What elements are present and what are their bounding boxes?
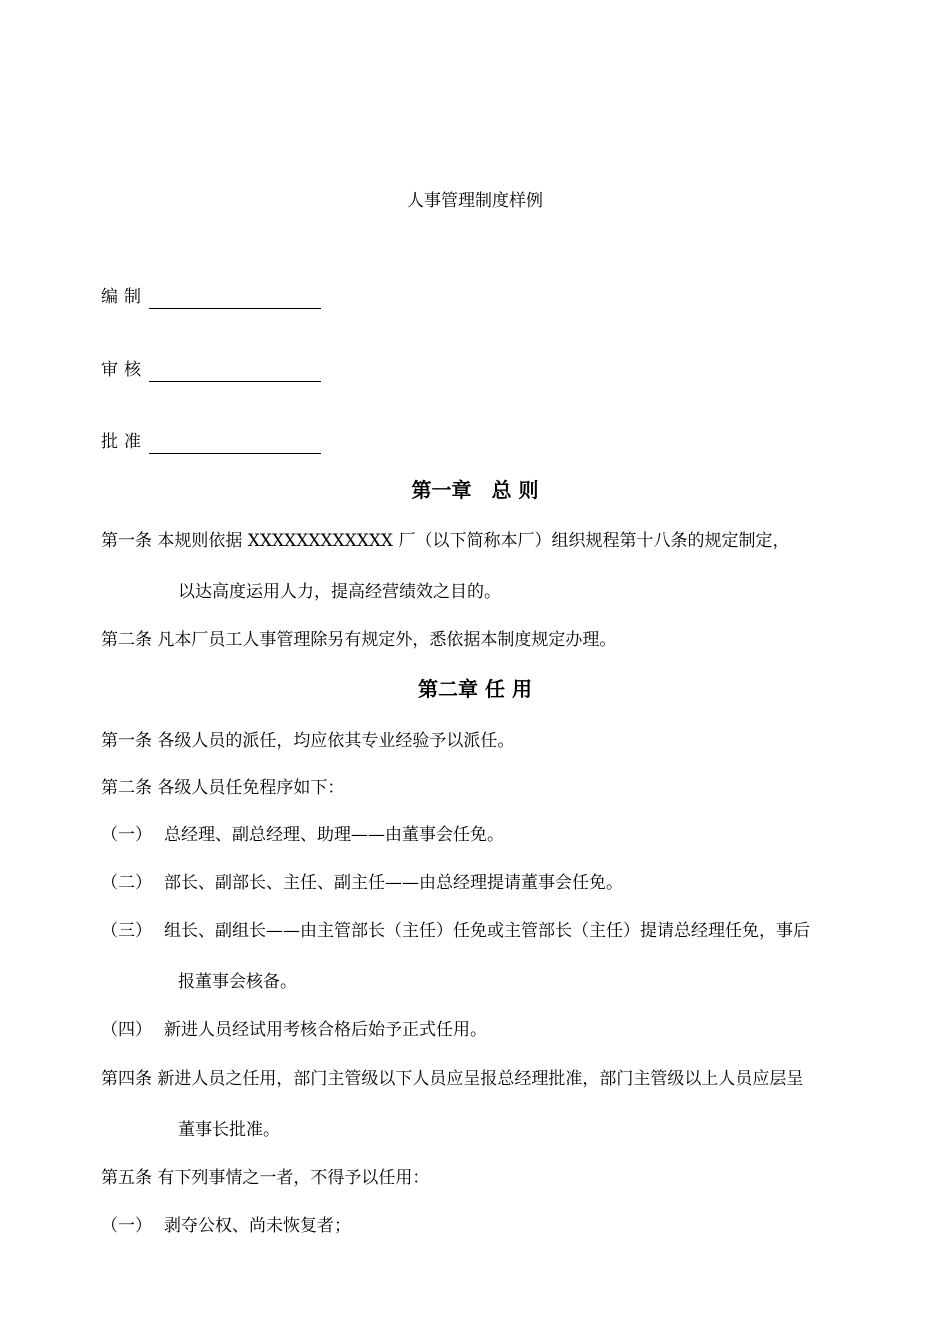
article-line: 第一条 各级人员的派任，均应依其专业经验予以派任。: [101, 731, 515, 751]
item-number: （四）: [101, 1020, 152, 1040]
list-item: [101, 871, 623, 895]
signature-label: 批准: [101, 432, 147, 452]
item-number: （一）: [101, 825, 152, 845]
item-text: 新进人员经试用考核合格后始予正式任用。: [164, 1020, 487, 1040]
article-line: 第五条 有下列事情之一者，不得予以任用：: [101, 1168, 430, 1188]
signature-label: 审核: [101, 360, 147, 380]
item-continuation: 报董事会核备。: [178, 972, 297, 992]
item-text: 总经理、副总经理、助理——由董事会任免。: [164, 825, 504, 845]
signature-line: [149, 289, 321, 309]
article-line: 第二条 各级人员任免程序如下：: [101, 778, 345, 798]
signature-label: 编制: [101, 287, 147, 307]
signature-line: [149, 362, 321, 382]
chapter-heading: 第二章 任 用: [418, 677, 532, 701]
document-title: 人事管理制度样例: [407, 191, 543, 211]
signature-row-compile: [101, 285, 321, 309]
list-item: [101, 919, 810, 943]
item-number: （一）: [101, 1216, 152, 1236]
item-number: （二）: [101, 873, 152, 893]
article-line: 第二条 凡本厂员工人事管理除另有规定外，悉依据本制度规定办理。: [101, 630, 617, 650]
signature-row-approve: [101, 430, 321, 454]
list-item: [101, 1214, 351, 1238]
item-text: 组长、副组长——由主管部长（主任）任免或主管部长（主任）提请总经理任免，事后: [164, 921, 810, 941]
list-item: [101, 1018, 487, 1042]
article-continuation: 以达高度运用人力，提高经营绩效之目的。: [178, 582, 501, 602]
item-text: 部长、副部长、主任、副主任——由总经理提请董事会任免。: [164, 873, 623, 893]
article-line: 第一条 本规则依据 XXXXXXXXXXXX 厂（以下简称本厂）组织规程第十八条的规定制定，: [101, 531, 790, 551]
signature-row-review: [101, 358, 321, 382]
item-text: 剥夺公权、尚未恢复者；: [164, 1216, 351, 1236]
article-line: 第四条 新进人员之任用，部门主管级以下人员应呈报总经理批准，部门主管级以上人员应层呈: [101, 1069, 804, 1089]
item-number: （三）: [101, 921, 152, 941]
chapter-heading: 第一章 总 则: [411, 478, 539, 502]
list-item: [101, 823, 504, 847]
article-continuation: 董事长批准。: [178, 1120, 280, 1140]
signature-line: [149, 434, 321, 454]
